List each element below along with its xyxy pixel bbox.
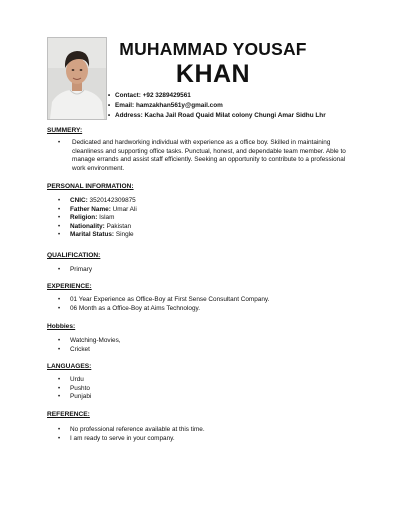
hobby-item: Watching-Movies,: [70, 337, 121, 344]
contact-address: Address: Kacha Jail Road Quaid Milat colony Chungi Amar Sidhu Lhr: [115, 112, 326, 120]
name-first-line: MUHAMMAD YOUSAF: [119, 39, 307, 59]
hobbies-heading: Hobbies:: [47, 323, 76, 330]
bullet-icon: •: [58, 223, 61, 230]
summary-heading: SUMMERY:: [47, 127, 83, 134]
bullet-icon: •: [58, 297, 61, 303]
reference-item: No professional reference available at this time.: [70, 426, 205, 433]
father-name-value: Umar Ali: [112, 205, 137, 213]
languages-list: [58, 376, 91, 402]
list-item: [58, 197, 137, 206]
bullet-icon: •: [58, 435, 61, 442]
bullet-icon: •: [58, 232, 61, 239]
person-portrait-icon: [48, 38, 106, 119]
list-item: [58, 296, 269, 305]
bullet-icon: •: [58, 394, 61, 401]
qualification-heading: QUALIFICATION:: [47, 252, 101, 259]
list-item: [58, 305, 269, 314]
reference-heading: REFERENCE:: [47, 411, 90, 418]
reference-list: [58, 426, 205, 443]
bullet-icon: •: [58, 338, 61, 344]
reference-item: I am ready to serve in your company.: [70, 434, 175, 442]
bullet-icon: •: [58, 346, 61, 353]
bullet-icon: •: [58, 267, 61, 273]
marital-status-label: Marital Status:: [70, 231, 115, 239]
list-item: [58, 376, 91, 385]
experience-item: 06 Month as a Office-Boy at Aims Technology.: [70, 304, 201, 312]
list-item: [58, 393, 91, 402]
cnic-value: 3520142309875: [89, 197, 136, 204]
list-item: [58, 231, 137, 240]
qualification-item: Primary: [70, 266, 93, 273]
list-item: [58, 337, 121, 346]
religion-label: Religion:: [70, 214, 98, 222]
bullet-icon: •: [58, 305, 61, 312]
bullet-icon: •: [58, 385, 61, 392]
father-name-label: Father Name:: [70, 205, 111, 213]
religion-value: Islam: [99, 214, 115, 222]
bullet-icon: •: [58, 377, 61, 383]
contact-address-row: [108, 111, 326, 121]
contact-phone: Contact: +92 3289429561: [115, 92, 191, 99]
hobbies-list: [58, 337, 121, 354]
experience-heading: EXPERIENCE:: [47, 283, 92, 290]
list-item: [58, 223, 137, 232]
bullet-icon: •: [108, 93, 111, 99]
bullet-icon: •: [58, 140, 61, 146]
contact-block: [108, 91, 326, 122]
contact-email-row: [108, 101, 326, 111]
experience-item: 01 Year Experience as Office-Boy at First Sense Consultant Company.: [70, 296, 270, 303]
marital-status-value: Single: [115, 231, 134, 239]
nationality-label: Nationality:: [70, 222, 105, 230]
summary-section: [58, 139, 358, 173]
list-item: [58, 435, 205, 444]
bullet-icon: •: [58, 215, 61, 222]
languages-heading: LANGUAGES:: [47, 363, 92, 370]
name-second-line: KHAN: [175, 60, 251, 88]
bullet-icon: •: [108, 103, 111, 110]
bullet-icon: •: [58, 198, 61, 204]
personal-info-heading: PERSONAL INFORMATION:: [47, 183, 134, 190]
language-item: Pushto: [70, 384, 90, 392]
hobby-item: Cricket: [70, 345, 90, 353]
bullet-icon: •: [58, 206, 61, 213]
language-item: Urdu: [70, 376, 84, 383]
bullet-icon: •: [108, 113, 111, 120]
bullet-icon: •: [58, 427, 61, 433]
list-item: [58, 426, 205, 435]
experience-list: [58, 296, 269, 313]
language-item: Punjabi: [70, 393, 92, 401]
personal-info-list: [58, 197, 137, 240]
summary-text: Dedicated and hardworking individual with experience as a office boy. Skilled in maintaining cleanliness and supporting office tasks. Punctual, honest, and dependable team member. Able to manage errands and assist staff efficiently. Seeking an opportunity to contribute to a professional work environment.: [72, 139, 346, 172]
qualification-list: [58, 266, 92, 275]
list-item: [58, 266, 92, 275]
list-item: [58, 385, 91, 394]
list-item: [58, 214, 137, 223]
list-item: [58, 206, 137, 215]
profile-photo: [47, 37, 107, 120]
cnic-label: CNIC:: [70, 197, 88, 204]
contact-phone-row: [108, 91, 326, 101]
nationality-value: Pakistan: [106, 222, 132, 230]
list-item: [58, 346, 121, 355]
contact-email: Email: hamzakhan561y@gmail.com: [115, 102, 223, 110]
